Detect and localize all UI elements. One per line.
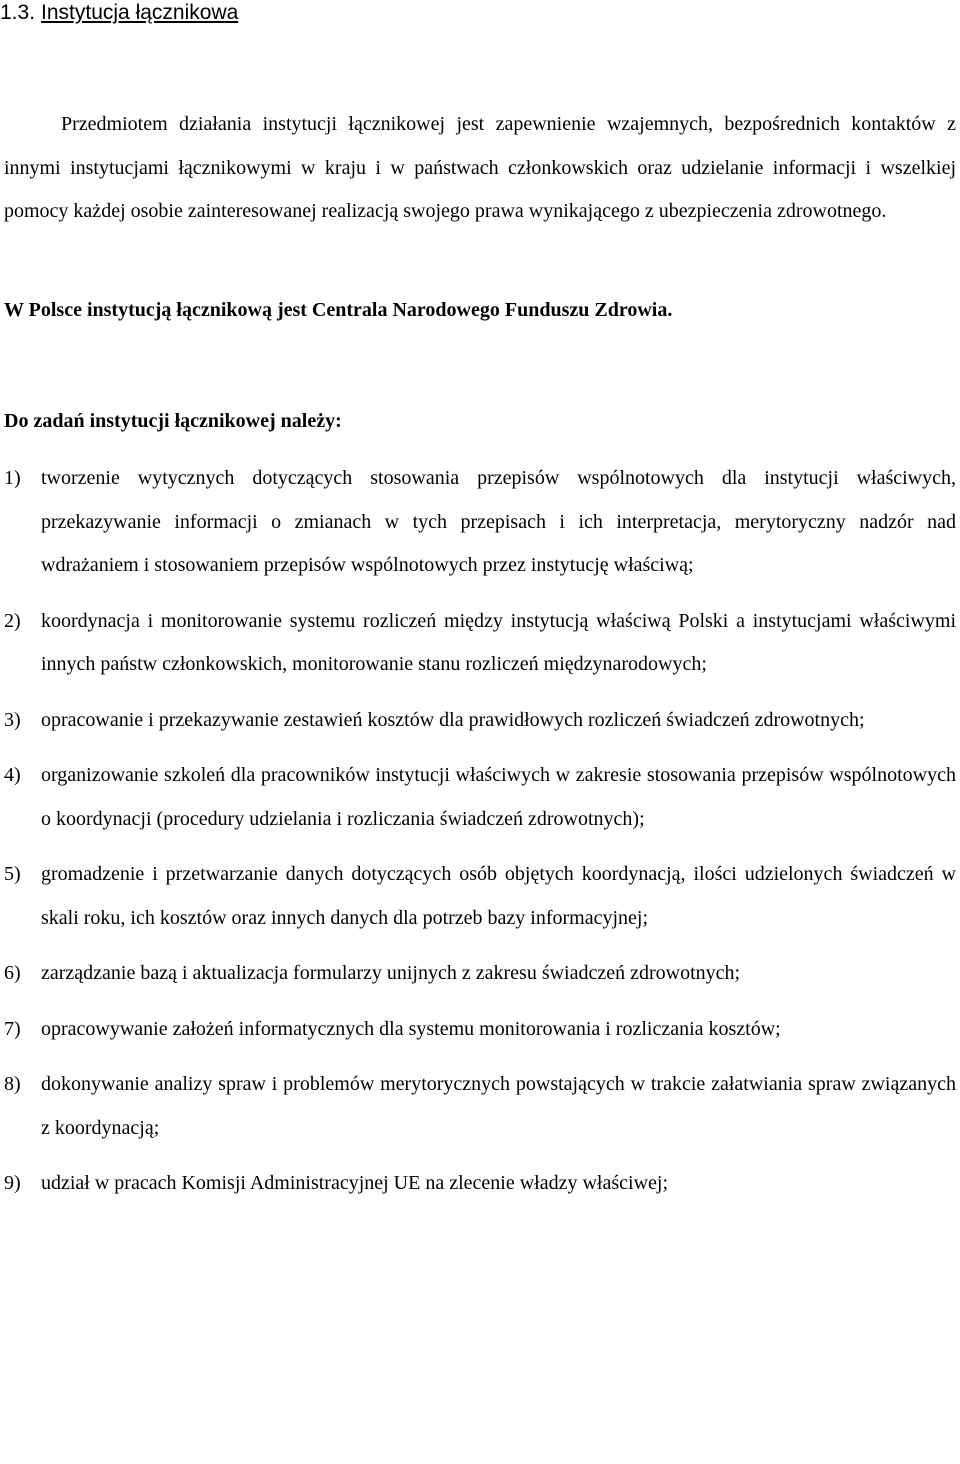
list-item-marker: 4) [4, 764, 21, 786]
list-item-marker: 6) [4, 962, 21, 984]
section-title: Instytucja łącznikowa [41, 1, 239, 24]
list-item-marker: 3) [4, 708, 21, 731]
list-item-marker: 5) [4, 863, 21, 885]
list-item-text: tworzenie wytycznych dotyczących stosowania przepisów wspólnotowych dla instytucji właściwych, przekazywanie informacji o zmianach w tych przepisach i ich interpretacja, merytoryczny nadzór nad wdrażaniem i stosowaniem przepisów wspólnotowych przez instytucję właściwą; [41, 467, 956, 576]
tasks-heading: Do zadań instytucji łącznikowej należy: [4, 410, 342, 432]
list-item-text: koordynacja i monitorowanie systemu rozliczeń między instytucją właściwą Polski a instytucjami właściwymi innych państw członkowskich, monitorowanie stanu rozliczeń międzynarodowych; [41, 609, 956, 675]
list-item-marker: 8) [4, 1073, 21, 1095]
list-item [4, 853, 956, 940]
list-item-text: zarządzanie bazą i aktualizacja formularzy unijnych z zakresu świadczeń zdrowotnych; [41, 962, 741, 984]
list-item [4, 1162, 956, 1206]
section-heading [0, 0, 238, 26]
list-item-text: dokonywanie analizy spraw i problemów merytorycznych powstających w trakcie załatwiania spraw związanych z koordynacją; [41, 1073, 956, 1139]
list-item-text: opracowywanie założeń informatycznych dla systemu monitorowania i rozliczania kosztów; [41, 1017, 781, 1040]
list-item [4, 457, 956, 588]
bold-statement: W Polsce instytucją łącznikową jest Centrala Narodowego Funduszu Zdrowia. [4, 299, 673, 321]
list-item [4, 600, 956, 687]
list-item [4, 1008, 956, 1052]
list-item-marker: 9) [4, 1172, 21, 1194]
list-item-text: gromadzenie i przetwarzanie danych dotyczących osób objętych koordynacją, ilości udzielonych świadczeń w skali roku, ich kosztów oraz innych danych dla potrzeb bazy informacyjnej; [41, 863, 956, 929]
list-item-marker: 7) [4, 1017, 21, 1040]
tasks-list [4, 457, 956, 1206]
list-item-text: udział w pracach Komisji Administracyjnej UE na zlecenie władzy właściwej; [41, 1172, 669, 1194]
intro-paragraph: Przedmiotem działania instytucji łącznikowej jest zapewnienie wzajemnych, bezpośrednich kontaktów z innymi instytucjami łącznikowymi w kraju i w państwach członkowskich oraz udzielanie informacji i wszelkiej pomocy każdej osobie zainteresowanej realizacją swojego prawa wynikającego z ubezpieczenia zdrowotnego. [4, 113, 956, 222]
section-number: 1.3. [0, 1, 36, 24]
list-item-text: organizowanie szkoleń dla pracowników instytucji właściwych w zakresie stosowania przepisów wspólnotowych o koordynacji (procedury udzielania i rozliczania świadczeń zdrowotnych); [41, 764, 956, 830]
list-item-marker: 1) [4, 467, 21, 489]
list-item-marker: 2) [4, 609, 21, 632]
list-item [4, 699, 956, 743]
list-item [4, 1063, 956, 1150]
list-item [4, 952, 956, 996]
list-item [4, 754, 956, 841]
list-item-text: opracowanie i przekazywanie zestawień kosztów dla prawidłowych rozliczeń świadczeń zdrowotnych; [41, 708, 865, 731]
